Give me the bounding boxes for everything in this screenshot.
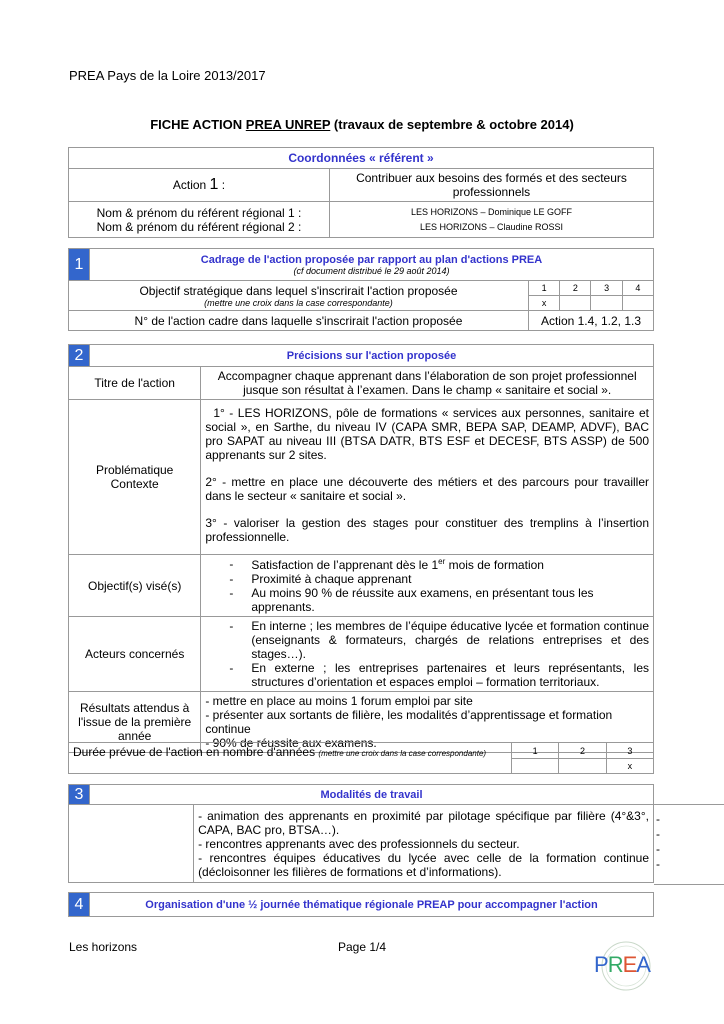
- section3-content: [194, 805, 654, 883]
- title-underlined: PREA UNREP: [245, 117, 331, 132]
- objectif-item: - Proximité à chaque apprenant: [251, 572, 649, 586]
- objectif-item: - Satisfaction de l’apprenant dès le 1er mois de formation: [251, 557, 649, 572]
- objectif-mark-3[interactable]: [591, 296, 622, 311]
- prea-logo: [588, 938, 660, 994]
- referent2-value: LES HORIZONS – Claudine ROSSI: [419, 222, 564, 232]
- acteur-item: - En interne ; les membres de l’équipe éducative lycée et formation continue (enseignants & formateurs, chargés de relations entreprises et des stages…).: [251, 619, 649, 661]
- section3-number: 3: [69, 785, 90, 805]
- objectif-col-1: 1: [528, 281, 559, 296]
- resultat-item: - 90% de réussite aux examens.: [205, 736, 377, 750]
- objectif-note: (mettre une croix dans la case correspondante): [204, 297, 393, 308]
- referent-heading: Coordonnées « référent »: [69, 148, 654, 169]
- duree-label: Durée prévue de l'action en nombre d'années: [73, 745, 316, 759]
- referents-values: [330, 202, 654, 238]
- section3-overflow-line-bottom: [654, 884, 724, 885]
- problematique-content: [201, 400, 654, 555]
- cadre-value: Action 1.4, 1.2, 1.3: [528, 311, 653, 331]
- referent1-value: LES HORIZONS – Dominique LE GOFF: [410, 207, 573, 217]
- section1-number: 1: [69, 249, 90, 281]
- section4-number: 4: [69, 893, 90, 917]
- section1-subheading: (cf document distribué le 29 août 2014): [293, 265, 450, 276]
- section2-heading: Précisions sur l'action proposée: [90, 345, 654, 367]
- duree-note: (mettre une croix dans la case correspondante): [318, 749, 487, 758]
- titre-value: Accompagner chaque apprenant dans l’élaboration de son projet professionnel jusque son résultat à l’examen. Dans le champ « sanitaire et social ».: [201, 367, 654, 400]
- objectifs-list: [205, 557, 649, 614]
- section1-heading: Cadrage de l'action proposée par rapport au plan d'actions PREA: [200, 253, 543, 266]
- objectif-mark-4[interactable]: [622, 296, 653, 311]
- duree-mark-1[interactable]: [512, 759, 559, 774]
- objectif-col-2: 2: [560, 281, 591, 296]
- action-text: Contribuer aux besoins des formés et des secteurs professionnels: [330, 169, 654, 202]
- prea-logo-text: PREA: [594, 952, 650, 977]
- resultats-label: Résultats attendus à l'issue de la première année: [69, 692, 201, 753]
- modalite-item: - rencontres équipes éducatives du lycée avec celle de la formation continue (décloisonner les filières de formations et d’informations).: [198, 850, 649, 879]
- objectif-cell: [69, 281, 529, 311]
- section4-table: [68, 892, 654, 917]
- objectif-item: - Au moins 90 % de réussite aux examens, en présentant tous les apprenants.: [251, 586, 649, 614]
- acteurs-content: [201, 617, 654, 692]
- objectif-mark-1[interactable]: x: [528, 296, 559, 311]
- section3-empty-cell: [69, 805, 194, 883]
- section2-table: [68, 344, 654, 753]
- section3-side-dashes: - - - -: [656, 812, 660, 871]
- referent2-label: Nom & prénom du référent régional 2 :: [96, 219, 302, 234]
- acteur-item: - En externe ; les entreprises partenaires et leurs représentants, les structures d’orientation et espaces emploi – formation territoriaux.: [251, 661, 649, 689]
- action-colon: :: [218, 178, 226, 192]
- duree-col-2: 2: [559, 743, 606, 759]
- section3-table: [68, 784, 654, 883]
- duree-mark-3[interactable]: x: [606, 759, 653, 774]
- cadre-label: N° de l'action cadre dans laquelle s'inscrirait l'action proposée: [69, 311, 529, 331]
- duree-col-3: 3: [606, 743, 653, 759]
- action-label: Action: [172, 178, 210, 192]
- objectif-col-3: 3: [591, 281, 622, 296]
- duree-label-cell: [69, 743, 512, 774]
- page-number: Page 1/4: [338, 940, 387, 954]
- acteurs-list: [205, 619, 649, 689]
- title-suffix: (travaux de septembre & octobre 2014): [330, 117, 574, 132]
- referent1-label: Nom & prénom du référent régional 1 :: [96, 205, 302, 220]
- section3-heading: Modalités de travail: [90, 785, 654, 805]
- problematique-p3: 3° - valoriser la gestion des stages pour constituer des tremplins à l’insertion professionnelle.: [205, 516, 649, 544]
- title-prefix: FICHE ACTION: [150, 117, 246, 132]
- modalite-item: - animation des apprenants en proximité par pilotage spécifique par filière (4°&3°, CAPA, BAC pro, BTSA…).: [198, 808, 649, 837]
- action-label-cell: [69, 169, 330, 202]
- objectifs-content: [201, 555, 654, 617]
- objectif-col-4: 4: [622, 281, 653, 296]
- page-header: PREA Pays de la Loire 2013/2017: [69, 68, 266, 83]
- action-number: 1: [209, 176, 219, 193]
- objectif-mark-2[interactable]: [560, 296, 591, 311]
- duree-mark-2[interactable]: [559, 759, 606, 774]
- referent-table: [68, 147, 654, 238]
- section1-table: [68, 248, 654, 331]
- footer-left: Les horizons: [69, 940, 138, 954]
- duree-table: [68, 742, 654, 774]
- section4-heading: Organisation d'une ½ journée thématique régionale PREAP pour accompagner l'action: [90, 893, 654, 917]
- titre-label: Titre de l'action: [69, 367, 201, 400]
- acteurs-label: Acteurs concernés: [69, 617, 201, 692]
- section2-number: 2: [69, 345, 90, 367]
- resultat-item: - présenter aux sortants de filière, les modalités d’apprentissage et formation continue: [205, 708, 613, 736]
- document-title: [0, 117, 724, 132]
- objectif-label: Objectif stratégique dans lequel s'inscrirait l'action proposée: [139, 283, 458, 298]
- modalite-item: - rencontres apprenants avec des professionnels du secteur.: [198, 836, 520, 851]
- problematique-label: Problématique Contexte: [69, 400, 201, 555]
- referents-labels: [69, 202, 330, 238]
- problematique-p2: 2° - mettre en place une découverte des métiers et des parcours pour travailler dans le secteur « sanitaire et social ».: [205, 475, 649, 503]
- objectifs-label: Objectif(s) visé(s): [69, 555, 201, 617]
- section1-heading-cell: [90, 249, 654, 281]
- section3-overflow-line: [654, 804, 724, 805]
- duree-col-1: 1: [512, 743, 559, 759]
- resultat-item: - mettre en place au moins 1 forum emploi par site: [205, 694, 473, 708]
- problematique-p1: 1° - LES HORIZONS, pôle de formations « services aux personnes, sanitaire et social », en Sarthe, du niveau IV (CAPA SMR, BEPA SAP, DEAMP, ADVF), BAC pro SAPAT au niveau III (BTSA DATR, BTS ESF et DECESF, BTS ASSP) de 500 apprenants sur 2 sites.: [205, 406, 649, 462]
